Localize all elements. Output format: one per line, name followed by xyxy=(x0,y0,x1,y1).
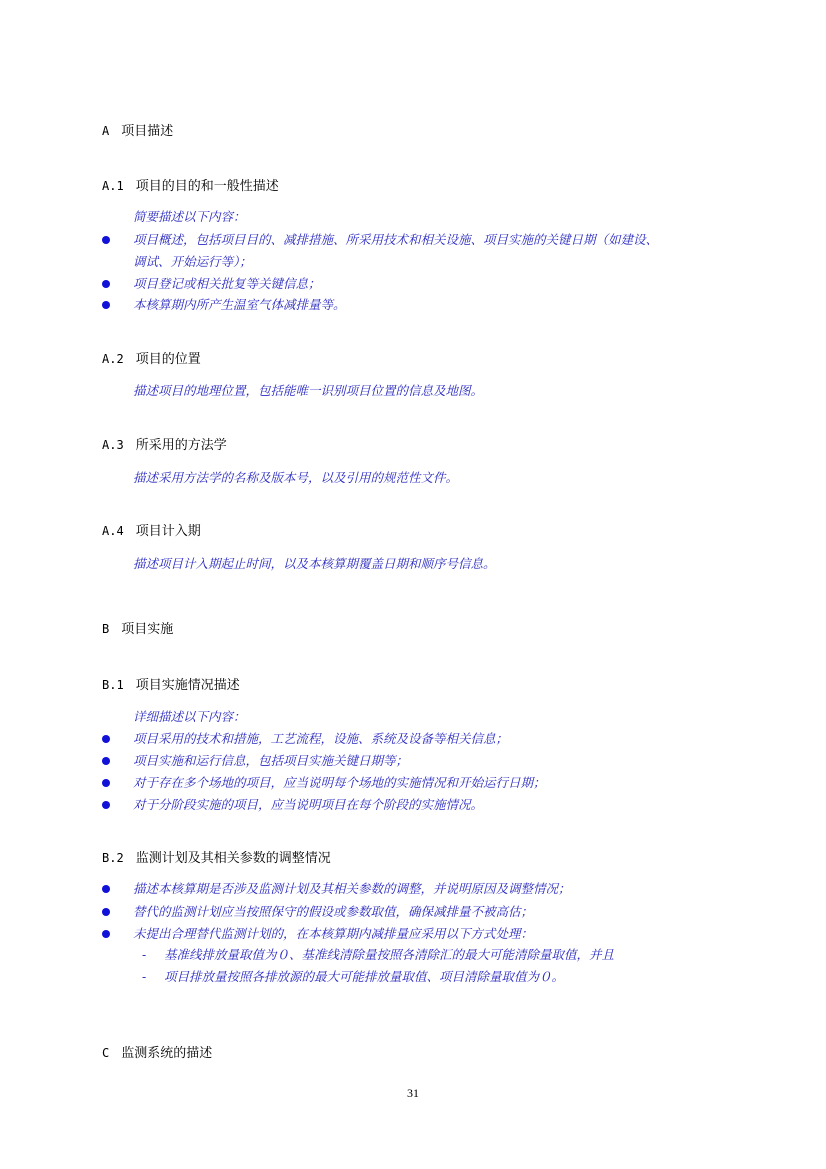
section-title: 项目实施 xyxy=(121,622,174,637)
section-title: 项目计入期 xyxy=(135,524,201,539)
description-text: 描述项目计入期起止时间，以及本核算期覆盖日期和顺序号信息。 xyxy=(133,556,496,571)
bullet-icon xyxy=(102,779,110,787)
section-heading-a2 xyxy=(102,350,201,369)
bullet-icon xyxy=(102,236,110,244)
section-number: A.1 xyxy=(102,179,124,193)
section-heading-b xyxy=(102,620,173,639)
page-number: 31 xyxy=(407,1086,419,1100)
bullet-icon xyxy=(102,885,110,893)
section-heading-a3 xyxy=(102,436,227,455)
section-number: C xyxy=(102,1046,110,1060)
bullet-icon xyxy=(102,280,110,288)
section-heading-c xyxy=(102,1044,212,1063)
dash-icon: - xyxy=(142,969,147,984)
bullet-icon xyxy=(102,930,110,938)
intro-text: 简要描述以下内容： xyxy=(133,209,246,224)
section-title: 项目描述 xyxy=(121,124,174,139)
section-number: B.1 xyxy=(102,678,124,692)
dash-icon: - xyxy=(142,947,147,962)
description-text: 描述采用方法学的名称及版本号，以及引用的规范性文件。 xyxy=(133,470,459,485)
section-title: 监测系统的描述 xyxy=(121,1046,213,1061)
section-heading-b2 xyxy=(102,849,331,868)
section-heading-a xyxy=(102,122,173,141)
bullet-continuation: 调试、开始运行等）； xyxy=(133,254,252,269)
bullet-icon xyxy=(102,908,110,916)
section-title: 项目的目的和一般性描述 xyxy=(135,179,279,194)
bullet-icon xyxy=(102,301,110,309)
section-number: B.2 xyxy=(102,851,124,865)
intro-text: 详细描述以下内容： xyxy=(133,709,246,724)
section-heading-a1 xyxy=(102,177,279,196)
section-number: A xyxy=(102,124,110,138)
bullet-icon xyxy=(102,757,110,765)
section-number: A.4 xyxy=(102,524,124,538)
section-title: 项目的位置 xyxy=(135,352,201,367)
bullet-icon xyxy=(102,735,110,743)
section-title: 所采用的方法学 xyxy=(135,438,227,453)
section-heading-a4 xyxy=(102,522,201,541)
section-heading-b1 xyxy=(102,676,240,695)
section-title: 项目实施情况描述 xyxy=(135,678,240,693)
section-number: A.3 xyxy=(102,438,124,452)
section-title: 监测计划及其相关参数的调整情况 xyxy=(135,851,331,866)
bullet-icon xyxy=(102,801,110,809)
section-number: A.2 xyxy=(102,352,124,366)
section-number: B xyxy=(102,622,110,636)
description-text: 描述项目的地理位置，包括能唯一识别项目位置的信息及地图。 xyxy=(133,383,484,398)
